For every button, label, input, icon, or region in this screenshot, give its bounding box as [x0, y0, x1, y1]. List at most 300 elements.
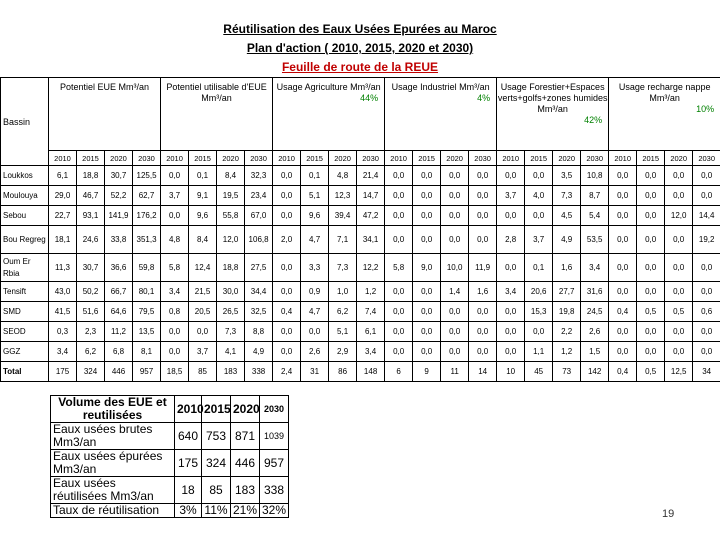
table-cell: 4,8 [329, 166, 357, 186]
table-cell: 23,4 [245, 186, 273, 206]
table-cell: 30,0 [217, 282, 245, 302]
table-cell: 8,4 [217, 166, 245, 186]
table-cell: 6,2 [77, 342, 105, 362]
table-cell: 33,8 [105, 226, 133, 254]
year-header: 2020 [441, 151, 469, 166]
table-cell: 21,4 [357, 166, 385, 186]
table-cell: 0,0 [525, 206, 553, 226]
summary-header-row [51, 396, 289, 423]
table-cell: 0,0 [609, 254, 637, 282]
table-cell: 0,1 [301, 166, 329, 186]
table-cell: 8,7 [581, 186, 609, 206]
summary-row-label: Eaux usées épurées Mm3/an [51, 450, 175, 477]
group-percent: 42% [584, 115, 603, 125]
table-cell: 0,1 [189, 166, 217, 186]
table-cell: 7,3 [217, 322, 245, 342]
table-cell: 20,6 [525, 282, 553, 302]
table-cell: 0,0 [413, 226, 441, 254]
year-header: 2020 [329, 151, 357, 166]
table-cell: 0,0 [441, 226, 469, 254]
table-cell: 14,4 [693, 206, 720, 226]
table-cell: 34 [693, 362, 720, 382]
table-cell: 0,0 [637, 342, 665, 362]
table-cell: 0,0 [693, 342, 720, 362]
table-cell: 0,0 [441, 322, 469, 342]
table-cell: 0,0 [693, 254, 720, 282]
table-cell: 8,1 [133, 342, 161, 362]
summary-value: 18 [175, 477, 202, 504]
table-cell: 15,3 [525, 302, 553, 322]
summary-year: 2010 [175, 396, 202, 423]
table-cell: 6,1 [357, 322, 385, 342]
table-row [1, 254, 720, 282]
table-cell: 19,5 [217, 186, 245, 206]
group-header [161, 78, 273, 151]
table-cell: 12,2 [357, 254, 385, 282]
table-cell: 18,8 [217, 254, 245, 282]
table-cell: 24,5 [581, 302, 609, 322]
summary-value: 21% [231, 504, 260, 518]
table-cell: 3,3 [301, 254, 329, 282]
table-cell: 148 [357, 362, 385, 382]
table-cell: 46,7 [77, 186, 105, 206]
table-cell: 11,9 [469, 254, 497, 282]
table-cell: 0,0 [413, 206, 441, 226]
table-cell: 3,4 [49, 342, 77, 362]
table-cell: 11,2 [105, 322, 133, 342]
action-plan-table [0, 77, 720, 382]
table-cell: 0,0 [525, 166, 553, 186]
table-cell: 0,5 [637, 302, 665, 322]
title-line-2: Plan d'action ( 2010, 2015, 2020 et 2030) [246, 41, 474, 55]
table-cell: 0,0 [609, 186, 637, 206]
table-cell: 0,0 [637, 166, 665, 186]
table-cell: 0,0 [665, 254, 693, 282]
table-cell: 338 [245, 362, 273, 382]
summary-row-label: Taux de réutilisation [51, 504, 175, 518]
table-cell: 0,0 [441, 302, 469, 322]
table-cell: 106,8 [245, 226, 273, 254]
table-cell: 66,7 [105, 282, 133, 302]
table-cell: 13,5 [133, 322, 161, 342]
table-cell: 0,0 [385, 302, 413, 322]
table-cell: 80,1 [133, 282, 161, 302]
table-cell: 1,0 [329, 282, 357, 302]
table-cell: 0,0 [609, 226, 637, 254]
table-cell: 18,5 [161, 362, 189, 382]
table-row [1, 362, 720, 382]
year-header: 2015 [189, 151, 217, 166]
table-cell: 0,3 [49, 322, 77, 342]
bassin-name: Bou Regreg [1, 226, 49, 254]
group-header [609, 78, 720, 151]
table-cell: 14,7 [357, 186, 385, 206]
table-cell: 0,0 [693, 282, 720, 302]
table-cell: 10,8 [581, 166, 609, 186]
table-cell: 7,3 [329, 254, 357, 282]
summary-value: 11% [202, 504, 231, 518]
table-row [1, 226, 720, 254]
table-cell: 0,0 [413, 342, 441, 362]
group-label: Usage Forestier+Espaces verts+golfs+zones humides Mm³/an [497, 82, 608, 114]
table-cell: 0,0 [441, 342, 469, 362]
table-row [1, 186, 720, 206]
table-cell: 0,0 [385, 186, 413, 206]
table-cell: 0,9 [301, 282, 329, 302]
table-cell: 0,4 [273, 302, 301, 322]
table-cell: 34,1 [357, 226, 385, 254]
table-cell: 50,2 [77, 282, 105, 302]
table-cell: 0,0 [161, 342, 189, 362]
table-cell: 67,0 [245, 206, 273, 226]
summary-table [50, 395, 289, 518]
bassin-name: GGZ [1, 342, 49, 362]
table-cell: 8,8 [245, 322, 273, 342]
table-cell: 141,9 [105, 206, 133, 226]
table-cell: 0,0 [469, 206, 497, 226]
summary-value: 338 [260, 477, 289, 504]
table-cell: 0,0 [161, 322, 189, 342]
table-cell: 0,0 [441, 166, 469, 186]
table-cell: 4,5 [553, 206, 581, 226]
bassin-name: SMD [1, 302, 49, 322]
table-cell: 0,0 [637, 254, 665, 282]
table-cell: 1,1 [525, 342, 553, 362]
table-cell: 5,8 [385, 254, 413, 282]
summary-value: 324 [202, 450, 231, 477]
table-row [1, 342, 720, 362]
table-cell: 31 [301, 362, 329, 382]
table-cell: 2,2 [553, 322, 581, 342]
table-cell: 55,8 [217, 206, 245, 226]
table-cell: 3,7 [525, 226, 553, 254]
table-cell: 0,0 [385, 166, 413, 186]
table-cell: 6,2 [329, 302, 357, 322]
group-label: Usage Industriel Mm³/an [391, 82, 490, 92]
table-cell: 2,0 [273, 226, 301, 254]
bassin-name: SEOD [1, 322, 49, 342]
table-cell: 0,0 [469, 342, 497, 362]
table-cell: 0,6 [693, 302, 720, 322]
table-cell: 5,4 [581, 206, 609, 226]
table-cell: 36,6 [105, 254, 133, 282]
table-cell: 5,8 [161, 254, 189, 282]
year-header: 2010 [161, 151, 189, 166]
table-cell: 0,0 [385, 282, 413, 302]
table-cell: 0,0 [413, 322, 441, 342]
table-cell: 41,5 [49, 302, 77, 322]
table-cell: 14 [469, 362, 497, 382]
table-cell: 0,8 [161, 302, 189, 322]
group-label: Usage recharge nappe Mm³/an [618, 82, 711, 103]
table-cell: 22,7 [49, 206, 77, 226]
table-cell: 32,3 [245, 166, 273, 186]
group-percent: 4% [477, 93, 491, 103]
table-cell: 8,4 [189, 226, 217, 254]
year-header: 2030 [469, 151, 497, 166]
year-header: 2020 [217, 151, 245, 166]
table-cell: 2,4 [273, 362, 301, 382]
table-cell: 3,4 [497, 282, 525, 302]
table-cell: 0,0 [161, 206, 189, 226]
year-header: 2015 [77, 151, 105, 166]
year-header: 2020 [105, 151, 133, 166]
table-cell: 9,0 [413, 254, 441, 282]
year-header: 2030 [133, 151, 161, 166]
summary-value: 85 [202, 477, 231, 504]
table-cell: 31,6 [581, 282, 609, 302]
table-cell: 53,5 [581, 226, 609, 254]
table-cell: 175 [49, 362, 77, 382]
table-cell: 12,3 [329, 186, 357, 206]
summary-row-label: Eaux usées réutilisées Mm3/an [51, 477, 175, 504]
table-cell: 1,4 [441, 282, 469, 302]
year-header: 2010 [497, 151, 525, 166]
table-cell: 4,7 [301, 226, 329, 254]
table-cell: 5,1 [301, 186, 329, 206]
table-cell: 7,3 [553, 186, 581, 206]
table-cell: 324 [77, 362, 105, 382]
table-cell: 19,2 [693, 226, 720, 254]
bassin-name: Loukkos [1, 166, 49, 186]
table-cell: 0,0 [497, 342, 525, 362]
table-cell: 0,5 [637, 362, 665, 382]
table-cell: 2,6 [301, 342, 329, 362]
table-cell: 0,0 [609, 282, 637, 302]
year-header: 2030 [581, 151, 609, 166]
table-cell: 0,0 [469, 226, 497, 254]
table-cell: 125,5 [133, 166, 161, 186]
table-cell: 39,4 [329, 206, 357, 226]
summary-value: 32% [260, 504, 289, 518]
page-number: 19 [662, 508, 675, 520]
bassin-name: Sebou [1, 206, 49, 226]
table-cell: 2,8 [497, 226, 525, 254]
table-cell: 0,0 [637, 226, 665, 254]
table-row [1, 206, 720, 226]
summary-year: 2020 [231, 396, 260, 423]
group-label: Usage Agriculture Mm³/an [276, 82, 381, 92]
table-cell: 3,5 [553, 166, 581, 186]
summary-year: 2015 [202, 396, 231, 423]
table-row [1, 166, 720, 186]
table-cell: 10 [497, 362, 525, 382]
table-cell: 4,9 [553, 226, 581, 254]
table-cell: 0,0 [273, 166, 301, 186]
table-cell: 4,7 [301, 302, 329, 322]
table-cell: 3,4 [357, 342, 385, 362]
group-header [273, 78, 385, 151]
year-header: 2015 [413, 151, 441, 166]
table-cell: 0,0 [273, 322, 301, 342]
table-cell: 0,0 [273, 206, 301, 226]
group-percent: 10% [696, 104, 715, 114]
table-cell: 3,4 [161, 282, 189, 302]
table-cell: 4,0 [525, 186, 553, 206]
summary-header-label: Volume des EUE et reutilisées [51, 396, 175, 423]
table-cell: 176,2 [133, 206, 161, 226]
table-cell: 2,6 [581, 322, 609, 342]
table-cell: 0,4 [609, 362, 637, 382]
title-line-3: Feuille de route de la REUE [281, 60, 439, 74]
table-row [1, 322, 720, 342]
table-cell: 0,0 [637, 186, 665, 206]
table-cell: 1,6 [553, 254, 581, 282]
table-cell: 0,0 [273, 186, 301, 206]
summary-row [51, 423, 289, 450]
table-cell: 0,0 [385, 342, 413, 362]
table-cell: 10,0 [441, 254, 469, 282]
table-cell: 26,5 [217, 302, 245, 322]
summary-value: 3% [175, 504, 202, 518]
title-line-1: Réutilisation des Eaux Usées Epurées au Maroc [223, 22, 497, 36]
summary-value: 183 [231, 477, 260, 504]
table-cell: 6,1 [49, 166, 77, 186]
summary-value: 753 [202, 423, 231, 450]
year-header: 2010 [609, 151, 637, 166]
table-cell: 6 [385, 362, 413, 382]
table-cell: 0,0 [273, 342, 301, 362]
summary-row [51, 477, 289, 504]
table-cell: 0,0 [609, 166, 637, 186]
year-header: 2030 [693, 151, 720, 166]
table-cell: 0,0 [469, 322, 497, 342]
table-cell: 0,0 [497, 254, 525, 282]
table-cell: 0,1 [525, 254, 553, 282]
table-cell: 0,0 [525, 322, 553, 342]
year-header: 2015 [637, 151, 665, 166]
table-cell: 0,4 [609, 302, 637, 322]
table-cell: 0,0 [413, 282, 441, 302]
table-cell: 446 [105, 362, 133, 382]
table-cell: 11,3 [49, 254, 77, 282]
table-cell: 0,0 [609, 322, 637, 342]
table-cell: 0,0 [497, 206, 525, 226]
table-cell: 0,0 [665, 342, 693, 362]
table-cell: 4,9 [245, 342, 273, 362]
table-cell: 24,6 [77, 226, 105, 254]
table-cell: 3,7 [497, 186, 525, 206]
table-cell: 0,0 [665, 282, 693, 302]
summary-value: 640 [175, 423, 202, 450]
bassin-name: Moulouya [1, 186, 49, 206]
table-cell: 27,7 [553, 282, 581, 302]
table-cell: 85 [189, 362, 217, 382]
bassin-name: Total [1, 362, 49, 382]
table-cell: 0,5 [665, 302, 693, 322]
table-cell: 0,0 [469, 302, 497, 322]
summary-row [51, 504, 289, 518]
table-cell: 0,0 [413, 166, 441, 186]
table-cell: 12,5 [665, 362, 693, 382]
table-cell: 86 [329, 362, 357, 382]
year-header: 2015 [525, 151, 553, 166]
table-cell: 0,0 [497, 322, 525, 342]
bassin-header: Bassin [1, 78, 49, 166]
table-cell: 9,6 [301, 206, 329, 226]
table-cell: 29,0 [49, 186, 77, 206]
table-cell: 1,2 [357, 282, 385, 302]
table-cell: 18,8 [77, 166, 105, 186]
table-cell: 12,4 [189, 254, 217, 282]
table-cell: 0,0 [469, 186, 497, 206]
table-cell: 0,0 [665, 186, 693, 206]
table-cell: 52,2 [105, 186, 133, 206]
summary-value: 175 [175, 450, 202, 477]
table-cell: 6,8 [105, 342, 133, 362]
year-header: 2010 [385, 151, 413, 166]
table-cell: 9,1 [189, 186, 217, 206]
table-cell: 0,0 [497, 166, 525, 186]
table-cell: 0,0 [665, 322, 693, 342]
table-cell: 3,4 [581, 254, 609, 282]
summary-value: 871 [231, 423, 260, 450]
table-cell: 30,7 [105, 166, 133, 186]
table-cell: 12,0 [217, 226, 245, 254]
table-cell: 3,7 [189, 342, 217, 362]
year-header: 2020 [553, 151, 581, 166]
table-cell: 62,7 [133, 186, 161, 206]
table-cell: 79,5 [133, 302, 161, 322]
table-cell: 957 [133, 362, 161, 382]
table-cell: 18,1 [49, 226, 77, 254]
table-cell: 1,6 [469, 282, 497, 302]
group-percent: 44% [360, 93, 379, 103]
table-cell: 5,1 [329, 322, 357, 342]
table-row [1, 302, 720, 322]
table-cell: 2,9 [329, 342, 357, 362]
table-cell: 142 [581, 362, 609, 382]
table-cell: 32,5 [245, 302, 273, 322]
year-header: 2030 [357, 151, 385, 166]
table-cell: 20,5 [189, 302, 217, 322]
group-label: Potentiel EUE Mm³/an [60, 82, 150, 92]
table-cell: 73 [553, 362, 581, 382]
table-cell: 0,0 [637, 322, 665, 342]
table-cell: 19,8 [553, 302, 581, 322]
group-label: Potentiel utilisable d'EUE Mm³/an [166, 82, 267, 103]
year-header: 2010 [49, 151, 77, 166]
summary-year: 2030 [260, 396, 289, 423]
table-row [1, 282, 720, 302]
table-cell: 0,0 [413, 186, 441, 206]
table-cell: 0,0 [637, 206, 665, 226]
table-cell: 183 [217, 362, 245, 382]
group-header [385, 78, 497, 151]
table-cell: 0,0 [441, 206, 469, 226]
table-cell: 0,0 [469, 166, 497, 186]
table-cell: 7,1 [329, 226, 357, 254]
table-cell: 0,0 [273, 254, 301, 282]
table-cell: 0,0 [609, 342, 637, 362]
table-cell: 0,0 [161, 166, 189, 186]
bassin-name: Oum Er Rbia [1, 254, 49, 282]
table-cell: 0,0 [385, 206, 413, 226]
table-cell: 51,6 [77, 302, 105, 322]
table-cell: 0,0 [189, 322, 217, 342]
summary-row [51, 450, 289, 477]
table-cell: 0,0 [693, 322, 720, 342]
table-cell: 0,0 [609, 206, 637, 226]
year-header: 2020 [665, 151, 693, 166]
table-cell: 45 [525, 362, 553, 382]
table-cell: 0,0 [273, 282, 301, 302]
table-cell: 0,0 [385, 322, 413, 342]
summary-row-label: Eaux usées brutes Mm3/an [51, 423, 175, 450]
group-header [497, 78, 609, 151]
table-cell: 0,0 [693, 186, 720, 206]
table-cell: 351,3 [133, 226, 161, 254]
